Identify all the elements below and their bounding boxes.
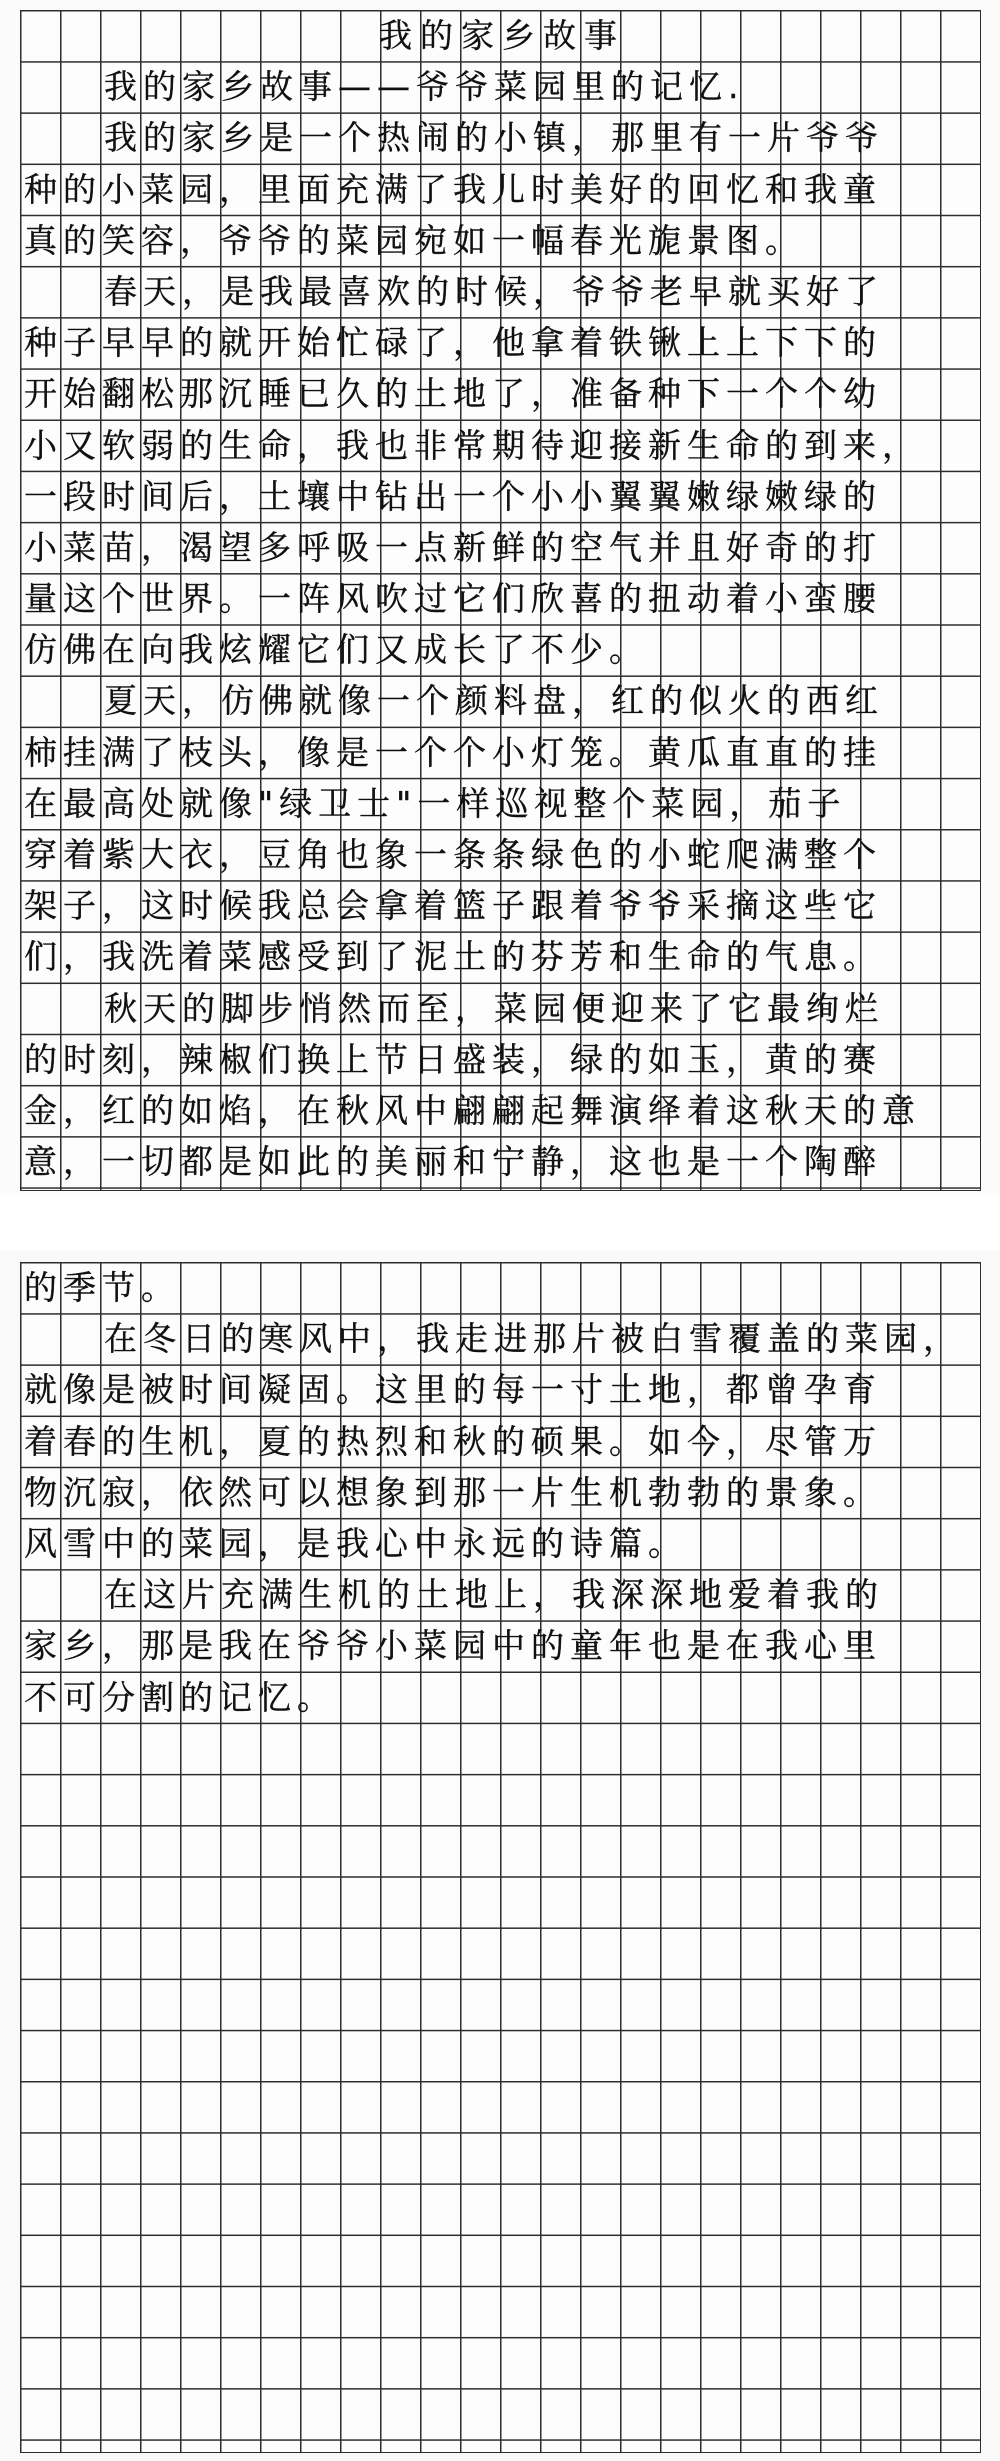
essay-title: 我的家乡故事 xyxy=(379,16,625,55)
essay-line: 在这片充满生机的土地上，我深深地爱着我的 xyxy=(104,1575,884,1615)
essay-line: 我的家乡是一个热闹的小镇，那里有一片爷爷 xyxy=(104,118,884,158)
essay-line: 架子，这时候我总会拿着篮子跟着爷爷采摘这些它 xyxy=(24,886,882,926)
essay-line: 的季节。 xyxy=(24,1268,180,1307)
essay-subtitle-line: 我的家乡故事——爷爷菜园里的记忆. xyxy=(104,67,745,107)
essay-line: 小菜苗，渴望多呼吸一点新鲜的空气并且好奇的打 xyxy=(24,527,882,567)
essay-page-1 xyxy=(20,10,980,1187)
essay-line: 物沉寂，依然可以想象到那一片生机勃勃的景象。 xyxy=(24,1472,882,1512)
essay-line: 的时刻，辣椒们换上节日盛装，绿的如玉，黄的赛 xyxy=(24,1039,882,1079)
essay-line: 开始翻松那沉睡已久的土地了，准备种下一个个幼 xyxy=(24,374,882,414)
essay-line: 穿着紫大衣，豆角也象一条条绿色的小蛇爬满整个 xyxy=(24,835,882,874)
essay-line: 量这个世界。一阵风吹过它们欣喜的扭动着小蛮腰 xyxy=(24,579,882,619)
essay-line: 柿挂满了枝头，像是一个个小灯笼。黄瓜直直的挂 xyxy=(24,732,882,772)
essay-line: 春天，是我最喜欢的时候，爷爷老早就买好了 xyxy=(104,271,884,311)
essay-line: 在冬日的寒风中，我走进那片被白雪覆盖的菜园， xyxy=(104,1319,962,1359)
essay-line: 风雪中的菜园，是我心中永远的诗篇。 xyxy=(24,1523,687,1563)
page-gap xyxy=(0,1195,1000,1250)
essay-line: 种子早早的就开始忙碌了，他拿着铁锹上上下下的 xyxy=(24,323,882,363)
essay-line: 夏天，仿佛就像一个颜料盘，红的似火的西红 xyxy=(104,681,884,721)
essay-line: 们，我洗着菜感受到了泥土的芬芳和生命的气息。 xyxy=(24,937,882,977)
essay-page-2 xyxy=(20,1262,980,1723)
essay-line: 一段时间后，土壤中钻出一个小小翼翼嫩绿嫩绿的 xyxy=(24,476,882,516)
essay-line: 不可分割的记忆。 xyxy=(24,1677,336,1717)
essay-line: 家乡，那是我在爷爷小菜园中的童年也是在我心里 xyxy=(24,1626,882,1666)
essay-line: 秋天的脚步悄然而至，菜园便迎来了它最绚烂 xyxy=(104,988,884,1028)
essay-line: 小又软弱的生命，我也非常期待迎接新生命的到来， xyxy=(24,425,921,465)
essay-line: 仿佛在向我炫耀它们又成长了不少。 xyxy=(24,630,648,670)
essay-line: 种的小菜园，里面充满了我儿时美好的回忆和我童 xyxy=(24,169,882,209)
essay-line: 着春的生机，夏的热烈和秋的硕果。如今，尽管万 xyxy=(24,1421,882,1461)
essay-line: 在最高处就像"绿卫士"一样巡视整个菜园，茄子 xyxy=(24,783,847,823)
essay-line: 金，红的如焰，在秋风中翩翩起舞演绎着这秋天的意 xyxy=(24,1090,921,1130)
essay-line: 意，一切都是如此的美丽和宁静，这也是一个陶醉 xyxy=(24,1142,882,1182)
essay-line: 就像是被时间凝固。这里的每一寸土地，都曾孕育 xyxy=(24,1370,882,1410)
essay-line: 真的笑容，爷爷的菜园宛如一幅春光旎景图。 xyxy=(24,220,804,260)
